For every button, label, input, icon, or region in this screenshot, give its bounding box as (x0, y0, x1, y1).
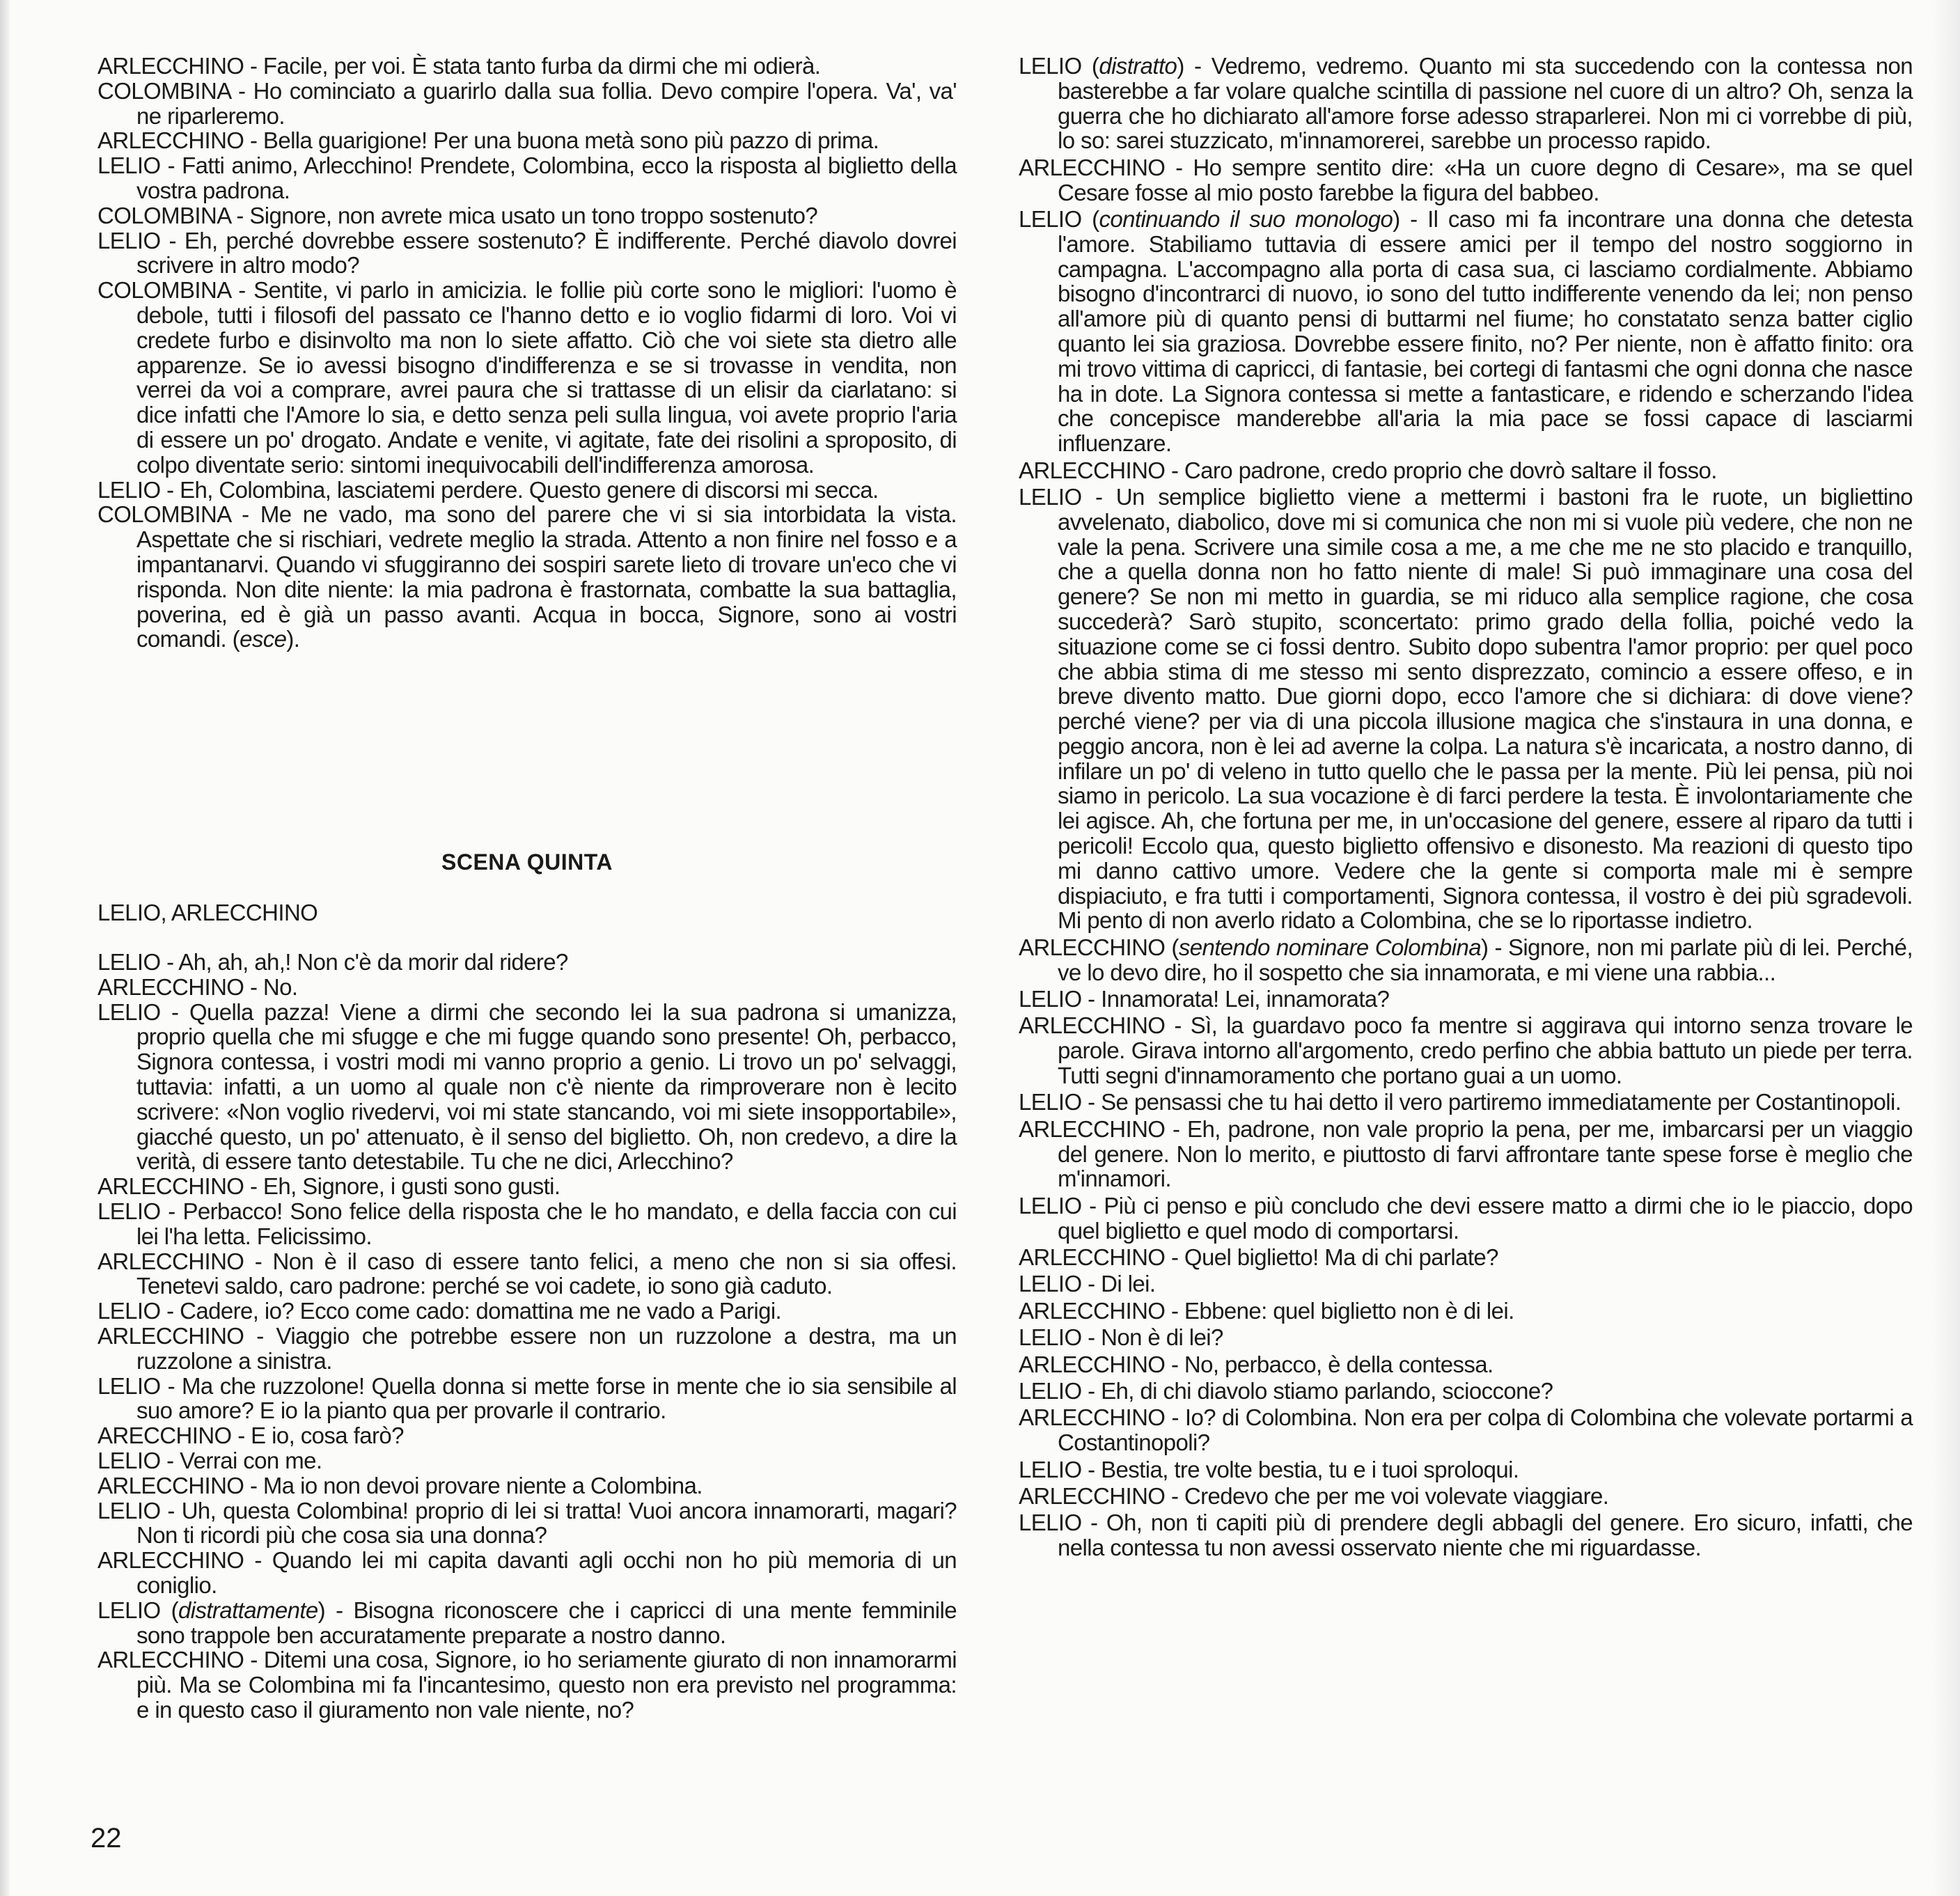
dialogue-line: ARLECCHINO - Ho sempre sentito dire: «Ha un cuore degno di Cesare», ma se quel Cesare fosse al mio posto farebbe la figura del babbeo. (1019, 154, 1913, 205)
speech-text: Di lei. (1101, 1271, 1156, 1297)
speaker-name: LELIO (97, 1198, 161, 1224)
dialogue-line: ARLECCHINO - Quel biglietto! Ma di chi parlate? (1019, 1244, 1498, 1270)
speaker-name: ARLECCHINO (1019, 154, 1166, 180)
speaker-name: LELIO (97, 1447, 161, 1473)
dialogue-line: ARLECCHINO - No. (97, 973, 298, 1000)
speech-text: E io, cosa farò? (251, 1423, 404, 1449)
speech-text: Viaggio che potrebbe essere non un ruzzolone a destra, ma un ruzzolone a sinistra. (136, 1322, 957, 1374)
dialogue-line: LELIO - Non è di lei? (1019, 1324, 1223, 1351)
speech-text: Signore, non avrete mica usato un tono troppo sostenuto? (249, 202, 818, 228)
speaker-name: ARLECCHINO (97, 127, 244, 154)
speaker-name: ARLECCHINO (1019, 1482, 1166, 1509)
dialogue-line: ARLECCHINO - Eh, padrone, non vale proprio la pena, per me, imbarcarsi per un viaggio del genere. Non lo merito, e piuttosto di farvi affrontare tante spese forse è meglio che m'innamori. (1019, 1115, 1913, 1192)
speaker-name: LELIO (1019, 1377, 1082, 1404)
dialogue-line: LELIO (distratto) - Vedremo, vedremo. Quanto mi sta succedendo con la contessa non basterebbe a far volare qualche scintilla di passione nel cuore di un altro? Oh, senza la guerra che ho dichiarato all'amore forse adesso straparlerei. Non mi ci vorrebbe di più, lo so: sarei stuzzicato, m'innamorerei, sarebbe un processo rapido. (1019, 53, 1913, 154)
speech-text: No. (262, 973, 298, 1000)
speech-text: Ho cominciato a guarirlo dalla sua follia. Devo compire l'opera. Va', va' ne riparleremo. (136, 77, 957, 129)
dialogue-line: ARLECCHINO - Non è il caso di essere tanto felici, a meno che non si sia offesi. Tenetevi saldo, caro padrone: perché se voi cadete, io sono già caduto. (97, 1248, 957, 1299)
speaker-name: LELIO (1019, 1271, 1082, 1297)
dialogue-line: LELIO - Perbacco! Sono felice della risposta che le ho mandato, e della faccia con cui lei l'ha letta. Felicissimo. (97, 1198, 957, 1249)
stage-direction: sentendo nominare Colombina (1178, 934, 1482, 960)
dialogue-line: LELIO (continuando il suo monologo) - Il caso mi fa incontrare una donna che detesta l'amore. Stabiliamo tuttavia di essere amici per il tempo del nostro soggiorno in campagna. L'accompagno alla porta di casa sua, ci lasciamo cordialmente. Abbiamo bisogno d'incontrarci di nuovo, io sono del tutto indifferente venendo da lei; non penso all'amore più di quanto pensi di buttarmi nel fiume; ho constatato senza batter ciglio quanto lei sia graziosa. Dovrebbe essere finito, no? Per niente, non è affatto finito: ora mi trovo vittima di capricci, di fantasie, bei cortegi di fantasmi che ogni donna che nasce ha in dote. La Signora contessa si mette a fantasticare, e ridendo e scherzando l'idea che concepisce manderebbe all'aria la mia pace se fossi capace di lasciarmi influenzare. (1019, 205, 1913, 457)
speech-text: Signore, non mi parlate più di lei. Perché, ve lo devo dire, ho il sospetto che sia innamorata, e mi viene una rabbia... (1058, 934, 1913, 985)
speech-text: Non è il caso di essere tanto felici, a meno che non si sia offesi. Tenetevi saldo, caro padrone: perché se voi cadete, io sono già caduto. (136, 1248, 957, 1299)
dialogue-line: ARLECCHINO - Io? di Colombina. Non era per colpa di Colombina che volevate portarmi a Costantinopoli? (1019, 1404, 1913, 1456)
dialogue-line: ARLECCHINO - Viaggio che potrebbe essere non un ruzzolone a destra, ma un ruzzolone a sinistra. (97, 1322, 957, 1374)
speech-text: Cadere, io? Ecco come cado: domattina me ne vado a Parigi. (180, 1298, 782, 1324)
speaker-name: LELIO (97, 1372, 161, 1399)
speaker-name: COLOMBINA (97, 77, 230, 104)
dialogue-line: LELIO - Uh, questa Colombina! proprio di lei si tratta! Vuoi ancora innamorarti, magari? Non ti ricordi più che cosa sia una donna? (97, 1497, 957, 1549)
speaker-name: ARLECCHINO (97, 1647, 244, 1673)
dialogue-line: ARLECCHINO - Bella guarigione! Per una buona metà sono più pazzo di prima. (97, 127, 879, 154)
speaker-name: LELIO (97, 476, 161, 503)
speaker-name: LELIO (1019, 205, 1082, 232)
speaker-name: ARLECCHINO (1019, 457, 1166, 483)
speech-text: Facile, per voi. È stata tanto furba da dirmi che mi odierà. (262, 53, 821, 79)
speaker-name: LELIO (1019, 483, 1082, 510)
speech-text: Vedremo, vedremo. Quanto mi sta succedendo con la contessa non basterebbe a far volare qualche scintilla di passione nel cuore di un altro? Oh, senza la guerra che ho dichiarato all'amore forse adesso straparlerei. Non mi ci vorrebbe di più, lo so: sarei stuzzicato, m'innamorerei, sarebbe un processo rapido. (1058, 53, 1913, 154)
speaker-name: LELIO (1019, 1192, 1082, 1219)
speech-text: Quella pazza! Viene a dirmi che secondo lei la sua padrona si umanizza, proprio quella che mi sfugge e che mi fugge quando sono presente! Oh, perbacco, Signora contessa, i vostri modi mi vanno proprio a genio. Li trovo un po' selvaggi, tuttavia: infatti, a un uomo al quale non c'è niente da rimproverare non è lecito scrivere: «Non voglio rivedervi, voi mi state stancando, voi mi siete insopportabile», giacché questo, un po' attenuato, è il senso del biglietto. Oh, non credevo, a dire la verità, di essere tanto detestabile. Tu che ne dici, Arlecchino? (136, 998, 957, 1175)
speaker-name: LELIO (97, 1597, 161, 1623)
speaker-name: LELIO (1019, 1456, 1082, 1482)
dialogue-line: ARLECCHINO - Sì, la guardavo poco fa mentre si aggirava qui intorno senza trovare le parole. Girava intorno all'argomento, credo perfino che abbia battuto un piede per terra. Tutti segni d'innamoramento che portano guai a un uomo. (1019, 1012, 1913, 1089)
speech-text: Uh, questa Colombina! proprio di lei si tratta! Vuoi ancora innamorarti, magari? Non ti ricordi più che cosa sia una donna? (136, 1497, 957, 1549)
speaker-name: COLOMBINA (97, 202, 230, 228)
speech-text: Ah, ah, ah,! Non c'è da morir dal ridere? (178, 949, 568, 975)
dialogue-line: ARLECCHINO - No, perbacco, è della contessa. (1019, 1351, 1493, 1377)
dialogue-line: LELIO - Fatti animo, Arlecchino! Prendete, Colombina, ecco la risposta al biglietto della vostra padrona. (97, 152, 957, 203)
dialogue-line: ARLECCHINO - Facile, per voi. È stata tanto furba da dirmi che mi odierà. (97, 53, 821, 79)
dialogue-line: LELIO - Oh, non ti capiti più di prendere degli abbagli del genere. Ero sicuro, infatti, che nella contessa tu non avessi osservato niente che mi riguardasse. (1019, 1510, 1913, 1561)
speech-text: Bestia, tre volte bestia, tu e i tuoi sproloqui. (1101, 1456, 1519, 1482)
dialogue-line: ARLECCHINO - Credevo che per me voi volevate viaggiare. (1019, 1482, 1609, 1509)
speech-text: Non è di lei? (1101, 1324, 1223, 1351)
left-column-top (97, 54, 957, 652)
speaker-name: ARLECCHINO (1019, 1297, 1166, 1324)
page-right-edge (1932, 0, 1960, 1896)
speech-text: Oh, non ti capiti più di prendere degli abbagli del genere. Ero sicuro, infatti, che nella contessa tu non avessi osservato niente che mi riguardasse. (1058, 1510, 1913, 1561)
speaker-name: ARLECCHINO (1019, 934, 1166, 960)
dialogue-line: LELIO - Bestia, tre volte bestia, tu e i tuoi sproloqui. (1019, 1456, 1519, 1482)
speech-text: Eh, Colombina, lasciatemi perdere. Questo genere di discorsi mi secca. (180, 476, 879, 503)
scene-title: SCENA QUINTA (441, 849, 613, 875)
speaker-name: ARLECCHINO (1019, 1244, 1166, 1270)
speaker-name: LELIO (97, 1497, 161, 1523)
dialogue-line: LELIO - Un semplice biglietto viene a mettermi i bastoni fra le ruote, un bigliettino avvelenato, diabolico, dove mi si comunica che non mi si vuole più vedere, che non ne vale la pena. Scrivere una simile cosa a me, a me che me ne sto placido e tranquillo, che a quella donna non ho fatto niente di male! Si può immaginare una cosa del genere? Se non mi metto in guardia, se mi riduco alla semplice ragione, che cosa succederà? Sarò stupito, sconcertato: primo grado della follia, poiché vedo la situazione come se ci fossi dentro. Subito dopo subentra l'amor proprio: per quel poco che abbia stima di me stesso mi sento disprezzato, comincio a essere offeso, e in breve divento matto. Due giorni dopo, ecco l'amore che si dichiara: di dove viene? perché viene? per via di una piccola illusione magica che s'instaura in una donna, e peggio ancora, non è lei ad averne la colpa. La natura s'è incaricata, a nostro danno, di infilare un po' di veleno in tutto quello che le passa per la mente. Più lei pensa, più noi siamo in pericolo. La sua vocazione è di farci perdere la testa. È involontariamente che lei agisce. Ah, che fortuna per me, in un'occasione del genere, essere al riparo da tutti i pericoli! Eccolo qua, questo biglietto offensivo e disonesto. Ma reazioni di questo tipo mi danno cattivo umore. Vedere che la gente si comporta male mi è sempre dispiaciuto, e fra tutti i comportamenti, Signora contessa, il vostro è dei più sgradevoli. Mi pento di non averlo ridato a Colombina, che se lo riportasse indietro. (1019, 483, 1913, 934)
speech-text: Ho sempre sentito dire: «Ha un cuore degno di Cesare», ma se quel Cesare fosse al mio posto farebbe la figura del babbeo. (1058, 154, 1913, 205)
dialogue-line: ARLECCHINO - Eh, Signore, i gusti sono gusti. (97, 1173, 560, 1200)
dialogue-line: ARECCHINO - E io, cosa farò? (97, 1423, 404, 1449)
speaker-name: ARLECCHINO (1019, 1115, 1166, 1142)
right-column (1019, 54, 1913, 1562)
dialogue-line: LELIO - Più ci penso e più concludo che devi essere matto a dirmi che io le piaccio, dopo quel biglietto e quel modo di comportarsi. (1019, 1192, 1913, 1244)
dialogue-line: ARLECCHINO - Ma io non devoi provare niente a Colombina. (97, 1472, 703, 1498)
speaker-name: LELIO (1019, 986, 1082, 1012)
speech-text: Quel biglietto! Ma di chi parlate? (1184, 1244, 1498, 1270)
speech-text: Me ne vado, ma sono del parere che vi si sia intorbidata la vista. Aspettate che si rischiari, vedrete meglio la strada. Attento a non finire nel fosso e a impantanarvi. Quando vi sfuggiranno dei sospiri sarete lieto di trovare un'eco che vi risponda. Non dite niente: la mia padrona è frastornata, combatte la sua battaglia, poverina, ed è già un passo avanti. Acqua in bocca, Signore, sono ai vostri comandi. (136, 501, 957, 652)
speaker-name: ARLECCHINO (97, 1322, 244, 1349)
speaker-name: ARLECCHINO (1019, 1404, 1166, 1431)
dialogue-line: LELIO - Quella pazza! Viene a dirmi che secondo lei la sua padrona si umanizza, proprio quella che mi sfugge e che mi fugge quando sono presente! Oh, perbacco, Signora contessa, i vostri modi mi vanno proprio a genio. Li trovo un po' selvaggi, tuttavia: infatti, a un uomo al quale non c'è niente da rimproverare non è lecito scrivere: «Non voglio rivedervi, voi mi state stancando, voi mi siete insopportabile», giacché questo, un po' attenuato, è il senso del biglietto. Oh, non credevo, a dire la verità, di essere tanto detestabile. Tu che ne dici, Arlecchino? (97, 998, 957, 1175)
dialogue-line: COLOMBINA - Me ne vado, ma sono del parere che vi si sia intorbidata la vista. Aspettate che si rischiari, vedrete meglio la strada. Attento a non finire nel fosso e a impantanarvi. Quando vi sfuggiranno dei sospiri sarete lieto di trovare un'eco che vi risponda. Non dite niente: la mia padrona è frastornata, combatte la sua battaglia, poverina, ed è già un passo avanti. Acqua in bocca, Signore, sono ai vostri comandi. (esce). (97, 501, 957, 652)
speech-text: Caro padrone, credo proprio che dovrò saltare il fosso. (1184, 457, 1717, 483)
dialogue-line: ARLECCHINO - Caro padrone, credo proprio che dovrò saltare il fosso. (1019, 457, 1717, 483)
dialogue-line: LELIO - Ma che ruzzolone! Quella donna si mette forse in mente che io sia sensibile al suo amore? E io la pianto qua per provarle il contrario. (97, 1372, 957, 1424)
dialogue-line: COLOMBINA - Signore, non avrete mica usato un tono troppo sostenuto? (97, 202, 818, 228)
stage-direction: esce (240, 626, 287, 652)
speech-text: Fatti animo, Arlecchino! Prendete, Colombina, ecco la risposta al biglietto della vostra padrona. (136, 152, 957, 203)
speaker-name: LELIO (97, 227, 161, 253)
dialogue-line: ARLECCHINO - Ebbene: quel biglietto non è di lei. (1019, 1297, 1514, 1324)
speaker-name: LELIO (1019, 1089, 1082, 1115)
speech-text: Ma che ruzzolone! Quella donna si mette forse in mente che io sia sensibile al suo amore? E io la pianto qua per provarle il contrario. (136, 1372, 957, 1424)
dialogue-line: LELIO - Cadere, io? Ecco come cado: domattina me ne vado a Parigi. (97, 1298, 782, 1324)
speech-text: Sì, la guardavo poco fa mentre si aggirava qui intorno senza trovare le parole. Girava intorno all'argomento, credo perfino che abbia battuto un piede per terra. Tutti segni d'innamoramento che portano guai a un uomo. (1058, 1012, 1913, 1089)
dialogue-line: ARLECCHINO - Quando lei mi capita davanti agli occhi non ho più memoria di un coniglio. (97, 1547, 957, 1598)
dialogue-line: COLOMBINA - Sentite, vi parlo in amicizia. le follie più corte sono le migliori: l'uomo è debole, tutti i filosofi del passato ce l'hanno detto e io voglio fidarmi di loro. Voi vi credete furbo e disinvolto ma non lo siete affatto. Ciò che voi siete sta dietro alle apparenze. Se io avessi bisogno d'indifferenza e se si trovasse in vendita, non verrei da voi a comprare, avrei paura che si trattasse di un elisir da ciarlatano: si dice infatti che l'Amore lo sia, e detto senza peli sulla lingua, voi avete proprio l'aria di essere un po' drogato. Andate e venite, vi agitate, fate dei risolini a sproposito, di colpo diventate serio: sintomi inequivocabili dell'indifferenza amorosa. (97, 277, 957, 478)
speech-text: Quando lei mi capita davanti agli occhi non ho più memoria di un coniglio. (136, 1547, 957, 1598)
speech-text: Perbacco! Sono felice della risposta che le ho mandato, e della faccia con cui lei l'ha letta. Felicissimo. (136, 1198, 957, 1249)
speaker-name: LELIO (97, 949, 161, 975)
dialogue-line: LELIO - Innamorata! Lei, innamorata? (1019, 986, 1390, 1012)
speaker-name: ARECCHINO (97, 1423, 232, 1449)
speaker-name: COLOMBINA (97, 501, 230, 528)
dialogue-line: LELIO (distrattamente) - Bisogna riconoscere che i capricci di una mente femminile sono trappole ben accuratamente preparate a nostro danno. (97, 1597, 957, 1648)
speaker-name: ARLECCHINO (1019, 1351, 1166, 1377)
dialogue-line: LELIO - Eh, di chi diavolo stiamo parlando, scioccone? (1019, 1377, 1553, 1404)
speaker-name: LELIO (1019, 1510, 1082, 1536)
speaker-name: ARLECCHINO (97, 1547, 244, 1574)
stage-direction: distratto (1099, 53, 1177, 79)
left-column-bottom (97, 950, 957, 1723)
speaker-name: ARLECCHINO (1019, 1012, 1166, 1039)
dialogue-line: ARLECCHINO - Ditemi una cosa, Signore, io ho seriamente giurato di non innamorarmi più. Ma se Colombina mi fa l'incantesimo, questo non era previsto nel programma: e in questo caso il giuramento non vale niente, no? (97, 1647, 957, 1723)
speaker-name: COLOMBINA (97, 277, 230, 304)
speech-text: Ma io non devoi provare niente a Colombina. (262, 1472, 703, 1498)
dialogue-line: LELIO - Ah, ah, ah,! Non c'è da morir dal ridere? (97, 949, 568, 975)
speech-text: Un semplice biglietto viene a mettermi i bastoni fra le ruote, un bigliettino avvelenato, diabolico, dove mi si comunica che non mi si vuole più vedere, che non ne vale la pena. Scrivere una simile cosa a me, a me che me ne sto placido e tranquillo, che a quella donna non ho fatto niente di male! Si può immaginare una cosa del genere? Se non mi metto in guardia, se mi riduco alla semplice ragione, che cosa succederà? Sarò stupito, sconcertato: primo grado della follia, poiché vedo la situazione come se ci fossi dentro. Subito dopo subentra l'amor proprio: per quel poco che abbia stima di me stesso mi sento disprezzato, comincio a essere offeso, e in breve divento matto. Due giorni dopo, ecco l'amore che si dichiara: di dove viene? perché viene? per via di una piccola illusione magica che s'instaura in una donna, e peggio ancora, non è lei ad averne la colpa. La natura s'è incaricata, a nostro danno, di infilare un po' di veleno in tutto quello che le passa per la mente. Più lei pensa, più noi siamo in pericolo. La sua vocazione è di farci perdere la testa. È involontariamente che lei agisce. Ah, che fortuna per me, in un'occasione del genere, essere al riparo da tutti i pericoli! Eccolo qua, questo biglietto offensivo e disonesto. Ma reazioni di questo tipo mi danno cattivo umore. Vedere che la gente si comporta male mi è sempre dispiaciuto, e fra tutti i comportamenti, Signora contessa, il vostro è dei più sgradevoli. Mi pento di non averlo ridato a Colombina, che se lo riportasse indietro. (1058, 483, 1913, 934)
dialogue-line: LELIO - Eh, perché dovrebbe essere sostenuto? È indifferente. Perché diavolo dovrei scrivere in altro modo? (97, 227, 957, 279)
speaker-name: ARLECCHINO (97, 973, 244, 1000)
speech-text: Sentite, vi parlo in amicizia. le follie più corte sono le migliori: l'uomo è debole, tutti i filosofi del passato ce l'hanno detto e io voglio fidarmi di loro. Voi vi credete furbo e disinvolto ma non lo siete affatto. Ciò che voi siete sta dietro alle apparenze. Se io avessi bisogno d'indifferenza e se si trovasse in vendita, non verrei da voi a comprare, avrei paura che si trattasse di un elisir da ciarlatano: si dice infatti che l'Amore lo sia, e detto senza peli sulla lingua, voi avete proprio l'aria di essere un po' drogato. Andate e venite, vi agitate, fate dei risolini a sproposito, di colpo diventate serio: sintomi inequivocabili dell'indifferenza amorosa. (136, 277, 957, 478)
scene-characters: LELIO, ARLECCHINO (97, 900, 318, 925)
dialogue-line: LELIO - Se pensassi che tu hai detto il vero partiremo immediatamente per Costantinopoli. (1019, 1089, 1902, 1115)
speech-text: Bella guarigione! Per una buona metà sono più pazzo di prima. (262, 127, 879, 154)
speech-text: No, perbacco, è della contessa. (1184, 1351, 1493, 1377)
speaker-name: ARLECCHINO (97, 1472, 244, 1498)
speech-text: Eh, padrone, non vale proprio la pena, per me, imbarcarsi per un viaggio del genere. Non lo merito, e piuttosto di farvi affrontare tante spese forse è meglio che m'innamori. (1058, 1115, 1913, 1192)
dialogue-line: LELIO - Verrai con me. (97, 1447, 322, 1473)
speaker-name: LELIO (97, 1298, 161, 1324)
speech-text: Se pensassi che tu hai detto il vero partiremo immediatamente per Costantinopoli. (1101, 1089, 1902, 1115)
speech-text: Ditemi una cosa, Signore, io ho seriamente giurato di non innamorarmi più. Ma se Colombina mi fa l'incantesimo, questo non era previsto nel programma: e in questo caso il giuramento non vale niente, no? (136, 1647, 957, 1723)
dialogue-line: LELIO - Di lei. (1019, 1271, 1156, 1297)
speech-text: Innamorata! Lei, innamorata? (1101, 986, 1390, 1012)
speech-text: Il caso mi fa incontrare una donna che detesta l'amore. Stabiliamo tuttavia di essere amici per il tempo del nostro soggiorno in campagna. L'accompagno alla porta di casa sua, ci lasciamo cordialmente. Abbiamo bisogno d'incontrarci di nuovo, io sono del tutto indifferente venendo da lei; non penso all'amore più di quanto pensi di buttarmi nel fiume; ho constatato senza batter ciglio quanto lei sia graziosa. Dovrebbe essere finito, no? Per niente, non è affatto finito: ora mi trovo vittima di capricci, di fantasie, bei cortegi di fantasmi che ogni donna che nasce ha in dote. La Signora contessa si mette a fantasticare, e ridendo e scherzando l'idea che concepisce manderebbe all'aria la mia pace se fossi capace di lasciarmi influenzare. (1058, 205, 1913, 457)
dialogue-line: ARLECCHINO (sentendo nominare Colombina) - Signore, non mi parlate più di lei. Perché, ve lo devo dire, ho il sospetto che sia innamorata, e mi viene una rabbia... (1019, 934, 1913, 985)
speaker-name: LELIO (97, 152, 161, 179)
speech-text: Ebbene: quel biglietto non è di lei. (1184, 1297, 1514, 1324)
stage-direction: continuando il suo monologo (1099, 205, 1393, 232)
speech-text: Più ci penso e più concludo che devi essere matto a dirmi che io le piaccio, dopo quel biglietto e quel modo di comportarsi. (1058, 1192, 1913, 1244)
speaker-name: LELIO (1019, 1324, 1082, 1351)
dialogue-line: LELIO - Eh, Colombina, lasciatemi perdere. Questo genere di discorsi mi secca. (97, 476, 879, 503)
speech-text: Eh, di chi diavolo stiamo parlando, scioccone? (1101, 1377, 1553, 1404)
speech-text: Verrai con me. (180, 1447, 322, 1473)
speech-text: Eh, Signore, i gusti sono gusti. (262, 1173, 560, 1200)
speaker-name: ARLECCHINO (97, 53, 244, 79)
stage-direction: distrattamente (178, 1597, 318, 1623)
speaker-name: LELIO (1019, 53, 1082, 79)
page-binding-edge (0, 0, 10, 1896)
dialogue-line: COLOMBINA - Ho cominciato a guarirlo dalla sua follia. Devo compire l'opera. Va', va' ne riparleremo. (97, 77, 957, 129)
speaker-name: LELIO (97, 998, 161, 1025)
speaker-name: ARLECCHINO (97, 1248, 244, 1274)
speech-text: Credevo che per me voi volevate viaggiare. (1184, 1482, 1609, 1509)
speech-text: Eh, perché dovrebbe essere sostenuto? È indifferente. Perché diavolo dovrei scrivere in altro modo? (136, 227, 957, 279)
speaker-name: ARLECCHINO (97, 1173, 244, 1200)
speech-text: Bisogna riconoscere che i capricci di una mente femminile sono trappole ben accuratamente preparate a nostro danno. (136, 1597, 957, 1648)
page-number: 22 (91, 1823, 122, 1854)
speech-text: Io? di Colombina. Non era per colpa di Colombina che volevate portarmi a Costantinopoli? (1058, 1404, 1913, 1456)
